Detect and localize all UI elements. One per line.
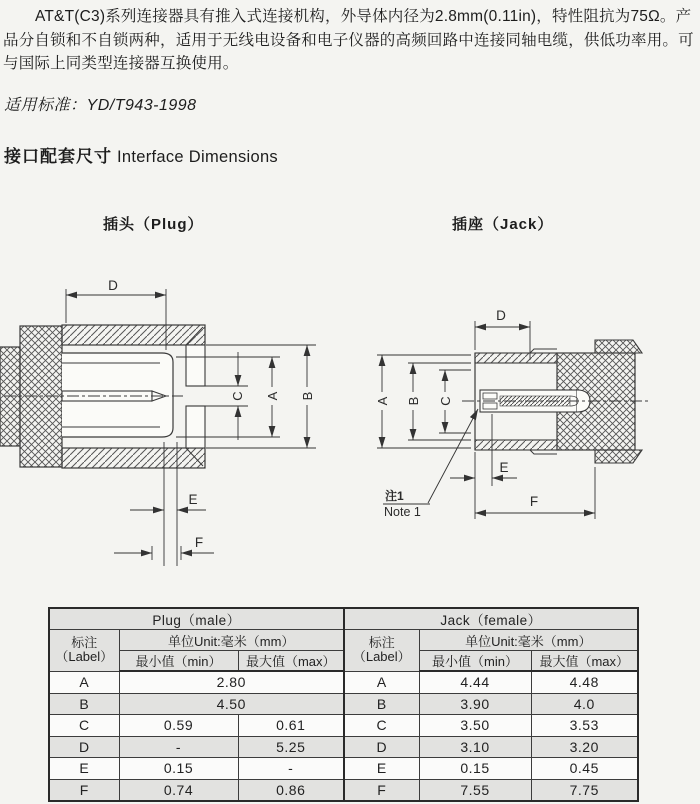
- jack-dim-label-a: A: [375, 396, 390, 406]
- jack-dim-label-d: D: [496, 308, 506, 323]
- section-title-en: Interface Dimensions: [117, 148, 278, 166]
- plug-cross-section-drawing: [0, 275, 340, 575]
- jack-min-cell: 7.55: [419, 779, 531, 801]
- plug-dim-label-cell: C: [49, 715, 119, 737]
- jack-dim-label-cell: D: [344, 736, 419, 758]
- table-row: [49, 736, 638, 758]
- plug-dim-label-a: A: [265, 391, 280, 401]
- jack-min-cell: 3.50: [419, 715, 531, 737]
- jack-dim-label-e: E: [499, 460, 509, 475]
- jack-dim-label-c: C: [438, 396, 453, 406]
- plug-dim-label-cell: F: [49, 779, 119, 801]
- plug-group-header: Plug（male）: [49, 608, 344, 630]
- plug-dim-label-f: F: [194, 535, 204, 550]
- jack-dim-label-cell: C: [344, 715, 419, 737]
- plug-unit-header: 单位Unit:毫米（mm）: [119, 630, 344, 651]
- jack-label-header: 标注 （Label）: [344, 630, 419, 672]
- plug-value-cell: 2.80: [119, 671, 344, 693]
- section-title-zh: 接口配套尺寸: [4, 147, 112, 166]
- table-row: [49, 779, 638, 801]
- dimensions-table: [48, 607, 639, 802]
- table-row: [49, 758, 638, 780]
- plug-max-header: 最大值（max）: [238, 651, 344, 672]
- section-title: [4, 142, 278, 167]
- plug-figure-label: 插头（Plug）: [103, 216, 204, 233]
- plug-max-cell: -: [238, 758, 344, 780]
- jack-dim-a: [377, 355, 471, 448]
- plug-label-header: 标注 （Label）: [49, 630, 119, 672]
- jack-dim-label-b: B: [406, 396, 421, 406]
- plug-min-cell: 0.74: [119, 779, 238, 801]
- plug-max-cell: 0.86: [238, 779, 344, 801]
- jack-dim-label-cell: F: [344, 779, 419, 801]
- jack-dim-label-cell: A: [344, 671, 419, 693]
- jack-dim-f: [475, 467, 595, 519]
- table-row: [49, 693, 638, 715]
- plug-dim-label-c: C: [230, 391, 245, 401]
- jack-note-zh: 注1: [385, 489, 404, 503]
- jack-group-header: Jack（female）: [344, 608, 638, 630]
- plug-max-cell: 5.25: [238, 736, 344, 758]
- table-row: [49, 671, 638, 693]
- intro-paragraph: AT&T(C3)系列连接器具有推入式连接机构，外导体内径为2.8mm(0.11in)，特性阻抗为75Ω。产品分自锁和不自锁两种，适用于无线电设备和电子仪器的高频回路中连接同轴电缆，供低功率用。可与国际上同类型连接器互换使用。: [3, 8, 694, 73]
- plug-dim-label-cell: E: [49, 758, 119, 780]
- jack-note-en: Note 1: [384, 505, 421, 519]
- jack-max-cell: 3.53: [531, 715, 638, 737]
- plug-min-cell: 0.15: [119, 758, 238, 780]
- plug-min-cell: 0.59: [119, 715, 238, 737]
- jack-unit-header: 单位Unit:毫米（mm）: [419, 630, 638, 651]
- jack-dim-label-f: F: [529, 494, 539, 509]
- jack-max-cell: 3.20: [531, 736, 638, 758]
- jack-min-cell: 3.90: [419, 693, 531, 715]
- plug-dim-label-d: D: [108, 278, 118, 293]
- jack-max-header: 最大值（max）: [531, 651, 638, 672]
- plug-cable-section: [0, 326, 62, 467]
- plug-dim-label-cell: A: [49, 671, 119, 693]
- jack-dim-label-cell: E: [344, 758, 419, 780]
- jack-figure-label: 插座（Jack）: [452, 216, 554, 233]
- plug-max-cell: 0.61: [238, 715, 344, 737]
- plug-min-header: 最小值（min）: [119, 651, 238, 672]
- plug-min-cell: -: [119, 736, 238, 758]
- table-row: [49, 715, 638, 737]
- plug-dim-label-cell: B: [49, 693, 119, 715]
- standard-prefix: 适用标准：: [4, 97, 87, 114]
- jack-dim-label-cell: B: [344, 693, 419, 715]
- plug-value-cell: 4.50: [119, 693, 344, 715]
- plug-dim-label-cell: D: [49, 736, 119, 758]
- jack-min-cell: 3.10: [419, 736, 531, 758]
- jack-max-cell: 7.75: [531, 779, 638, 801]
- jack-min-cell: 4.44: [419, 671, 531, 693]
- standard-line: [4, 92, 197, 115]
- standard-value: YD/T943-1998: [86, 97, 197, 114]
- jack-max-cell: 4.48: [531, 671, 638, 693]
- jack-min-header: 最小值（min）: [419, 651, 531, 672]
- plug-dim-label-e: E: [188, 492, 198, 507]
- jack-max-cell: 0.45: [531, 758, 638, 780]
- jack-max-cell: 4.0: [531, 693, 638, 715]
- jack-min-cell: 0.15: [419, 758, 531, 780]
- plug-dim-label-b: B: [300, 391, 315, 401]
- jack-cross-section-drawing: [355, 305, 700, 525]
